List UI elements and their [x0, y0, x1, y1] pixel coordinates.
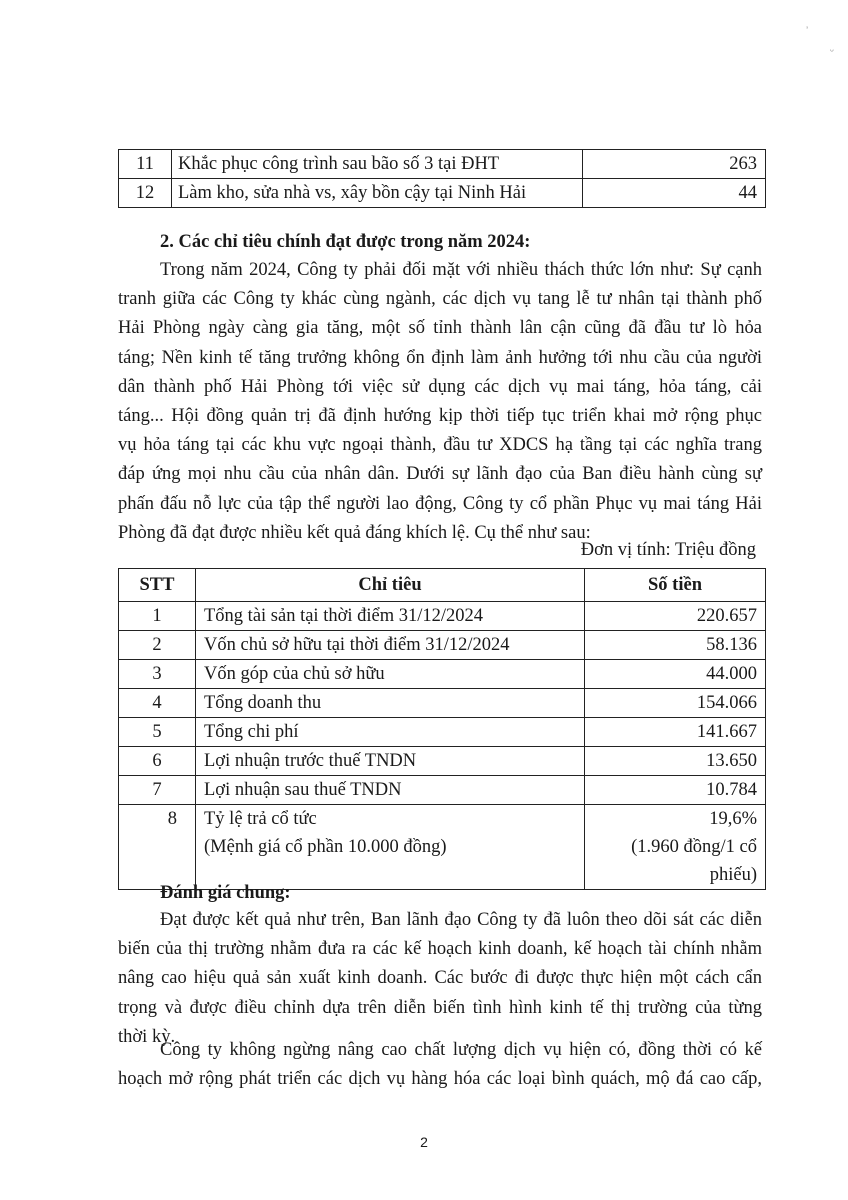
row-indicator: Vốn chủ sở hữu tại thời điểm 31/12/2024	[196, 631, 585, 660]
section-paragraph	[118, 256, 762, 548]
row-value: 263	[583, 150, 766, 179]
par-value-note: (Mệnh giá cổ phần 10.000 đồng)	[204, 837, 447, 857]
row-number: 7	[119, 776, 196, 805]
paragraph-line: phấn đấu nỗ lực của tập thể người lao động, Công ty cổ phần Phục vụ mai táng Hải	[118, 493, 762, 514]
table-row-dividend	[119, 805, 766, 890]
dividend-per-share: (1.960 đồng/1 cổ phiếu)	[631, 837, 757, 885]
row-amount: 141.667	[585, 718, 766, 747]
row-indicator: Tổng tài sản tại thời điểm 31/12/2024	[196, 602, 585, 631]
paragraph-line: thời kỳ.	[118, 1026, 176, 1047]
row-description: Làm kho, sửa nhà vs, xây bồn cậy tại Ninh Hải	[172, 179, 583, 208]
table-row	[119, 718, 766, 747]
table-row	[119, 150, 766, 179]
paragraph-line: biến của thị trường nhằm đưa ra các kế hoạch kinh doanh, kế hoạch tài chính nhằm	[118, 939, 762, 960]
row-number: 11	[119, 150, 172, 179]
paragraph-line: Phòng đã đạt được nhiều kết quả đáng khích lệ. Cụ thể như sau:	[118, 522, 591, 543]
row-number: 3	[119, 660, 196, 689]
paragraph-line: nâng cao hiệu quả sản xuất kinh doanh. Các bước đi được thực hiện một cách cẩn	[118, 968, 762, 989]
paragraph-line: Đạt được kết quả như trên, Ban lãnh đạo Công ty đã luôn theo dõi sát các diễn	[160, 910, 762, 930]
row-indicator	[196, 805, 585, 890]
scan-mark: ᵕ	[830, 46, 834, 57]
unit-label: Đơn vị tính: Triệu đồng	[580, 540, 756, 560]
row-indicator: Lợi nhuận sau thuế TNDN	[196, 776, 585, 805]
table-row	[119, 776, 766, 805]
paragraph-line: tranh giữa các Công ty khác cùng ngành, các dịch vụ tang lễ tư nhân tại thành phố	[118, 289, 762, 310]
section-heading: 2. Các chỉ tiêu chính đạt được trong năm 2024:	[160, 232, 531, 252]
assessment-paragraph-1	[118, 906, 762, 1052]
table-row	[119, 631, 766, 660]
header-amount: Số tiền	[585, 569, 766, 602]
paragraph-line: dân thành phố Hải Phòng tới việc sử dụng các dịch vụ mai táng, hỏa táng, cải	[118, 376, 762, 397]
row-number: 6	[119, 747, 196, 776]
row-description: Khắc phục công trình sau bão số 3 tại ĐHT	[172, 150, 583, 179]
row-amount: 220.657	[585, 602, 766, 631]
dividend-label: Tỷ lệ trả cổ tức	[204, 809, 317, 829]
assessment-paragraph-2	[118, 1036, 762, 1094]
expense-table-continued	[118, 149, 766, 208]
paragraph-line: hoạch mở rộng phát triển các dịch vụ hàng hóa các loại bình quách, mộ đá cao cấp,	[118, 1069, 762, 1090]
paragraph-line: đáp ứng mọi nhu cầu của nhân dân. Dưới sự lãnh đạo của Ban điều hành cùng sự	[118, 464, 762, 485]
header-stt: STT	[119, 569, 196, 602]
paragraph-line: táng; Nền kinh tế tăng trưởng không ổn định làm ảnh hưởng tới nhu cầu của người	[118, 347, 762, 368]
row-number: 1	[119, 602, 196, 631]
row-indicator: Vốn góp của chủ sở hữu	[196, 660, 585, 689]
row-amount: 44.000	[585, 660, 766, 689]
row-number: 8	[119, 805, 196, 890]
row-number: 2	[119, 631, 196, 660]
row-number: 12	[119, 179, 172, 208]
row-indicator: Tổng doanh thu	[196, 689, 585, 718]
paragraph-line: Trong năm 2024, Công ty phải đối mặt với nhiều thách thức lớn như: Sự cạnh	[160, 260, 762, 280]
assessment-heading: Đánh giá chung:	[160, 883, 291, 903]
paragraph-line: trọng và được điều chỉnh dựa trên diễn biến tình hình kinh tế thị trường của từng	[118, 997, 762, 1018]
table-row	[119, 660, 766, 689]
row-amount: 154.066	[585, 689, 766, 718]
row-value: 44	[583, 179, 766, 208]
row-number: 4	[119, 689, 196, 718]
key-indicators-table	[118, 568, 766, 890]
header-indicator: Chỉ tiêu	[196, 569, 585, 602]
dividend-rate: 19,6%	[709, 809, 757, 829]
row-amount	[585, 805, 766, 890]
paragraph-line: vụ hỏa táng tại các khu vực ngoại thành, đầu tư XDCS hạ tầng tại các nghĩa trang	[118, 435, 762, 456]
row-number: 5	[119, 718, 196, 747]
table-row	[119, 602, 766, 631]
paragraph-line: Công ty không ngừng nâng cao chất lượng dịch vụ hiện có, đồng thời có kế	[160, 1040, 762, 1060]
table-header-row	[119, 569, 766, 602]
scan-mark: ʼ	[806, 26, 809, 37]
table-row	[119, 689, 766, 718]
row-amount: 13.650	[585, 747, 766, 776]
row-amount: 58.136	[585, 631, 766, 660]
paragraph-line: táng... Hội đồng quản trị đã định hướng kịp thời tiếp tục triển khai mở rộng phục	[118, 406, 762, 427]
row-indicator: Tổng chi phí	[196, 718, 585, 747]
paragraph-line: Hải Phòng ngày càng gia tăng, một số tỉnh thành lân cận cũng đã đầu tư lò hỏa	[118, 318, 762, 339]
page-number: 2	[420, 1134, 428, 1150]
row-indicator: Lợi nhuận trước thuế TNDN	[196, 747, 585, 776]
table-row	[119, 747, 766, 776]
table-row	[119, 179, 766, 208]
row-amount: 10.784	[585, 776, 766, 805]
